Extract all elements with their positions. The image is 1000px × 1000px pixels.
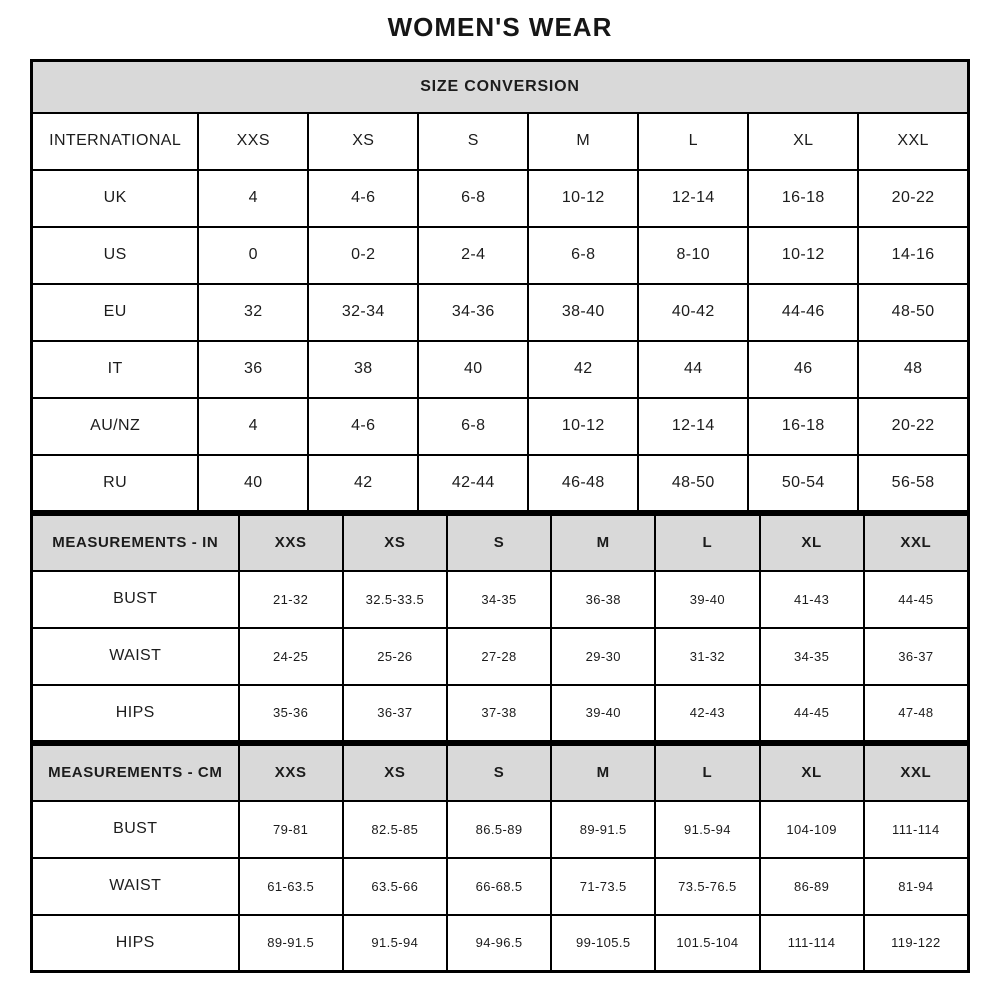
- measurements-cm-body: [32, 801, 969, 972]
- value-cell: 73.5-76.5: [655, 858, 759, 915]
- value-cell: 89-91.5: [239, 915, 343, 972]
- header-size-cell: XL: [760, 745, 864, 801]
- value-cell: 24-25: [239, 628, 343, 685]
- row-label-cell: BUST: [32, 801, 239, 858]
- value-cell: 38-40: [528, 284, 638, 341]
- measurements-in-head: [32, 515, 969, 571]
- table-row: [32, 915, 969, 972]
- row-label-cell: WAIST: [32, 858, 239, 915]
- measurements-cm-table: [30, 743, 970, 973]
- header-size-cell: M: [551, 745, 655, 801]
- value-cell: 34-35: [760, 628, 864, 685]
- row-label-cell: HIPS: [32, 685, 239, 742]
- value-cell: 20-22: [858, 398, 968, 455]
- table-row: [32, 571, 969, 628]
- table-row: [32, 227, 969, 284]
- value-cell: 111-114: [760, 915, 864, 972]
- table-row: [32, 628, 969, 685]
- table-banner-row: [32, 61, 969, 113]
- value-cell: 4-6: [308, 170, 418, 227]
- header-size-cell: L: [655, 745, 759, 801]
- value-cell: 6-8: [418, 398, 528, 455]
- row-label-cell: WAIST: [32, 628, 239, 685]
- value-cell: 86.5-89: [447, 801, 551, 858]
- header-size-cell: L: [655, 515, 759, 571]
- value-cell: 48-50: [858, 284, 968, 341]
- table-row: [32, 341, 969, 398]
- header-size-cell: XL: [748, 113, 858, 170]
- value-cell: 48-50: [638, 455, 748, 512]
- page-title: WOMEN'S WEAR: [387, 12, 613, 42]
- value-cell: 42: [528, 341, 638, 398]
- value-cell: 91.5-94: [343, 915, 447, 972]
- value-cell: 111-114: [864, 801, 969, 858]
- value-cell: 82.5-85: [343, 801, 447, 858]
- value-cell: 36-37: [864, 628, 969, 685]
- size-conversion-head: [32, 61, 969, 170]
- value-cell: 34-35: [447, 571, 551, 628]
- value-cell: 4: [198, 170, 308, 227]
- row-label-cell: AU/NZ: [32, 398, 199, 455]
- header-size-cell: XXS: [239, 515, 343, 571]
- value-cell: 32.5-33.5: [343, 571, 447, 628]
- header-label-cell: MEASUREMENTS - CM: [32, 745, 239, 801]
- value-cell: 50-54: [748, 455, 858, 512]
- table-banner: SIZE CONVERSION: [32, 61, 969, 113]
- table-row: [32, 685, 969, 742]
- value-cell: 39-40: [655, 571, 759, 628]
- value-cell: 0: [198, 227, 308, 284]
- value-cell: 8-10: [638, 227, 748, 284]
- value-cell: 16-18: [748, 170, 858, 227]
- header-size-cell: XXL: [864, 515, 969, 571]
- value-cell: 39-40: [551, 685, 655, 742]
- header-size-cell: M: [551, 515, 655, 571]
- value-cell: 20-22: [858, 170, 968, 227]
- value-cell: 10-12: [528, 398, 638, 455]
- value-cell: 4: [198, 398, 308, 455]
- value-cell: 44-45: [864, 571, 969, 628]
- value-cell: 10-12: [528, 170, 638, 227]
- header-size-cell: XXL: [858, 113, 968, 170]
- value-cell: 40-42: [638, 284, 748, 341]
- value-cell: 119-122: [864, 915, 969, 972]
- value-cell: 42-44: [418, 455, 528, 512]
- value-cell: 94-96.5: [447, 915, 551, 972]
- value-cell: 14-16: [858, 227, 968, 284]
- header-label-cell: INTERNATIONAL: [32, 113, 199, 170]
- value-cell: 91.5-94: [655, 801, 759, 858]
- header-size-cell: M: [528, 113, 638, 170]
- row-label-cell: EU: [32, 284, 199, 341]
- table-row: [32, 455, 969, 512]
- value-cell: 81-94: [864, 858, 969, 915]
- value-cell: 79-81: [239, 801, 343, 858]
- value-cell: 34-36: [418, 284, 528, 341]
- value-cell: 12-14: [638, 398, 748, 455]
- header-size-cell: XXS: [239, 745, 343, 801]
- value-cell: 32-34: [308, 284, 418, 341]
- value-cell: 29-30: [551, 628, 655, 685]
- value-cell: 38: [308, 341, 418, 398]
- value-cell: 46-48: [528, 455, 638, 512]
- table-header-row: [32, 515, 969, 571]
- table-header-row: [32, 745, 969, 801]
- row-label-cell: UK: [32, 170, 199, 227]
- row-label-cell: HIPS: [32, 915, 239, 972]
- value-cell: 86-89: [760, 858, 864, 915]
- header-label-cell: MEASUREMENTS - IN: [32, 515, 239, 571]
- row-label-cell: US: [32, 227, 199, 284]
- value-cell: 40: [418, 341, 528, 398]
- value-cell: 44-46: [748, 284, 858, 341]
- value-cell: 32: [198, 284, 308, 341]
- value-cell: 56-58: [858, 455, 968, 512]
- header-size-cell: XL: [760, 515, 864, 571]
- value-cell: 101.5-104: [655, 915, 759, 972]
- value-cell: 21-32: [239, 571, 343, 628]
- value-cell: 99-105.5: [551, 915, 655, 972]
- size-conversion-table: [30, 59, 970, 513]
- header-size-cell: XS: [343, 745, 447, 801]
- value-cell: 46: [748, 341, 858, 398]
- value-cell: 4-6: [308, 398, 418, 455]
- value-cell: 66-68.5: [447, 858, 551, 915]
- value-cell: 6-8: [528, 227, 638, 284]
- value-cell: 42: [308, 455, 418, 512]
- value-cell: 31-32: [655, 628, 759, 685]
- value-cell: 41-43: [760, 571, 864, 628]
- header-size-cell: XXS: [198, 113, 308, 170]
- value-cell: 25-26: [343, 628, 447, 685]
- measurements-in-table: [30, 513, 970, 743]
- table-row: [32, 801, 969, 858]
- value-cell: 44-45: [760, 685, 864, 742]
- value-cell: 47-48: [864, 685, 969, 742]
- measurements-in-body: [32, 571, 969, 742]
- value-cell: 36-37: [343, 685, 447, 742]
- value-cell: 36-38: [551, 571, 655, 628]
- value-cell: 63.5-66: [343, 858, 447, 915]
- value-cell: 37-38: [447, 685, 551, 742]
- table-row: [32, 398, 969, 455]
- measurements-cm-head: [32, 745, 969, 801]
- row-label-cell: RU: [32, 455, 199, 512]
- value-cell: 71-73.5: [551, 858, 655, 915]
- value-cell: 10-12: [748, 227, 858, 284]
- value-cell: 89-91.5: [551, 801, 655, 858]
- header-size-cell: XS: [343, 515, 447, 571]
- value-cell: 61-63.5: [239, 858, 343, 915]
- value-cell: 12-14: [638, 170, 748, 227]
- value-cell: 36: [198, 341, 308, 398]
- value-cell: 6-8: [418, 170, 528, 227]
- header-size-cell: XXL: [864, 745, 969, 801]
- value-cell: 27-28: [447, 628, 551, 685]
- header-size-cell: S: [447, 745, 551, 801]
- table-header-row: [32, 113, 969, 170]
- row-label-cell: BUST: [32, 571, 239, 628]
- value-cell: 44: [638, 341, 748, 398]
- value-cell: 0-2: [308, 227, 418, 284]
- header-size-cell: S: [418, 113, 528, 170]
- value-cell: 42-43: [655, 685, 759, 742]
- value-cell: 40: [198, 455, 308, 512]
- table-row: [32, 858, 969, 915]
- value-cell: 2-4: [418, 227, 528, 284]
- size-conversion-body: [32, 170, 969, 512]
- table-row: [32, 170, 969, 227]
- header-size-cell: S: [447, 515, 551, 571]
- value-cell: 48: [858, 341, 968, 398]
- header-size-cell: L: [638, 113, 748, 170]
- table-row: [32, 284, 969, 341]
- header-size-cell: XS: [308, 113, 418, 170]
- value-cell: 104-109: [760, 801, 864, 858]
- value-cell: 16-18: [748, 398, 858, 455]
- value-cell: 35-36: [239, 685, 343, 742]
- row-label-cell: IT: [32, 341, 199, 398]
